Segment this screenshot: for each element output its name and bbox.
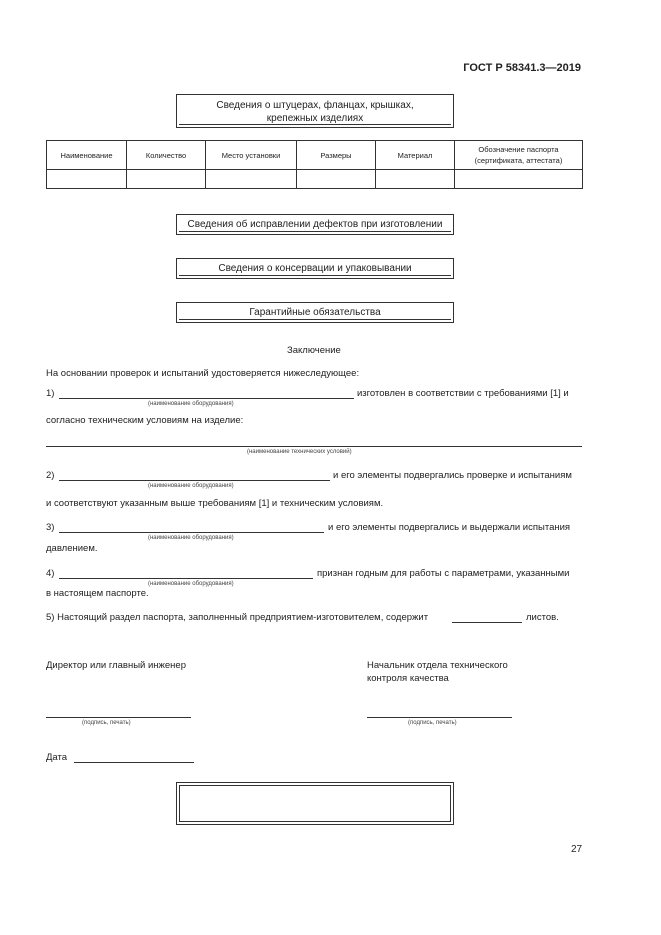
table-cell[interactable]	[127, 170, 206, 189]
table-cell[interactable]	[47, 170, 127, 189]
item1-line2: согласно техническим условиям на изделие:	[46, 415, 244, 426]
director-label: Директор или главный инженер	[46, 660, 186, 671]
item5-text: 5) Настоящий раздел паспорта, заполненный предприятием-изготовителем, содержит	[46, 612, 429, 623]
conclusion-intro: На основании проверок и испытаний удостоверяется нижеследующее:	[46, 368, 360, 379]
table-header-cell: Размеры	[297, 141, 376, 170]
item2-equipment-caption: (наименование оборудования)	[148, 483, 234, 489]
item2-line2: и соответствуют указанным выше требованиям [1] и техническим условиям.	[46, 498, 384, 509]
warranty-section-title	[176, 302, 454, 323]
document-code: ГОСТ Р 58341.3—2019	[463, 62, 581, 74]
date-line[interactable]	[74, 762, 194, 763]
director-signature-line[interactable]	[46, 717, 191, 718]
item5-tail: листов.	[526, 612, 559, 623]
item4-line2: в настоящем паспорте.	[46, 588, 149, 599]
preservation-section-title	[176, 258, 454, 279]
fittings-section-title	[176, 94, 454, 128]
item4-number: 4)	[46, 568, 55, 579]
fittings-table	[46, 140, 583, 189]
item4-tail: признан годным для работы с параметрами, указанными	[317, 568, 570, 579]
defects-section-title	[176, 214, 454, 235]
item4-equipment-caption: (наименование оборудования)	[148, 581, 234, 587]
item2-equipment-line[interactable]	[59, 480, 330, 481]
date-label: Дата	[46, 752, 68, 763]
item2-tail: и его элементы подвергались проверке и испытаниям	[333, 470, 572, 481]
item3-line2: давлением.	[46, 543, 98, 554]
item3-number: 3)	[46, 522, 55, 533]
qc-signature-line[interactable]	[367, 717, 512, 718]
item3-equipment-caption: (наименование оборудования)	[148, 535, 234, 541]
stamp-box	[176, 782, 454, 825]
tech-conditions-caption: (наименование технических условий)	[247, 449, 352, 455]
table-cell[interactable]	[455, 170, 583, 189]
conclusion-title: Заключение	[287, 345, 341, 356]
qc-signature-caption: (подпись, печать)	[408, 720, 457, 726]
fittings-section-title-text: Сведения о штуцерах, фланцах, крышках, крепежных изделиях	[216, 100, 414, 124]
tech-conditions-line[interactable]	[46, 446, 582, 447]
item5-sheets-line[interactable]	[452, 622, 522, 623]
table-header-cell: Количество	[127, 141, 206, 170]
table-row	[47, 170, 583, 189]
item4-equipment-line[interactable]	[59, 578, 313, 579]
page-number: 27	[571, 844, 583, 855]
stamp-box-inner	[179, 785, 451, 822]
table-cell[interactable]	[297, 170, 376, 189]
item3-equipment-line[interactable]	[59, 532, 324, 533]
director-signature-caption: (подпись, печать)	[82, 720, 131, 726]
table-header-cell: Место установки	[206, 141, 297, 170]
defects-section-title-text: Сведения об исправлении дефектов при изготовлении	[187, 219, 443, 230]
warranty-section-title-text: Гарантийные обязательства	[249, 307, 381, 318]
item1-tail: изготовлен в соответствии с требованиями [1] и	[357, 388, 569, 399]
item1-equipment-line[interactable]	[59, 398, 354, 399]
table-header-row	[47, 141, 583, 170]
preservation-section-title-text: Сведения о консервации и упаковывании	[218, 263, 412, 274]
item1-equipment-caption: (наименование оборудования)	[148, 401, 234, 407]
table-header-cell: Наименование	[47, 141, 127, 170]
qc-label-line2: контроля качества	[367, 673, 449, 684]
table-header-cell: Материал	[376, 141, 455, 170]
item1-number: 1)	[46, 388, 55, 399]
table-cell[interactable]	[376, 170, 455, 189]
table-cell[interactable]	[206, 170, 297, 189]
qc-label-line1: Начальник отдела технического	[367, 660, 508, 671]
item2-number: 2)	[46, 470, 55, 481]
item3-tail: и его элементы подвергались и выдержали испытания	[328, 522, 571, 533]
table-header-cell: Обозначение паспорта (сертификата, аттестата)	[455, 141, 583, 170]
